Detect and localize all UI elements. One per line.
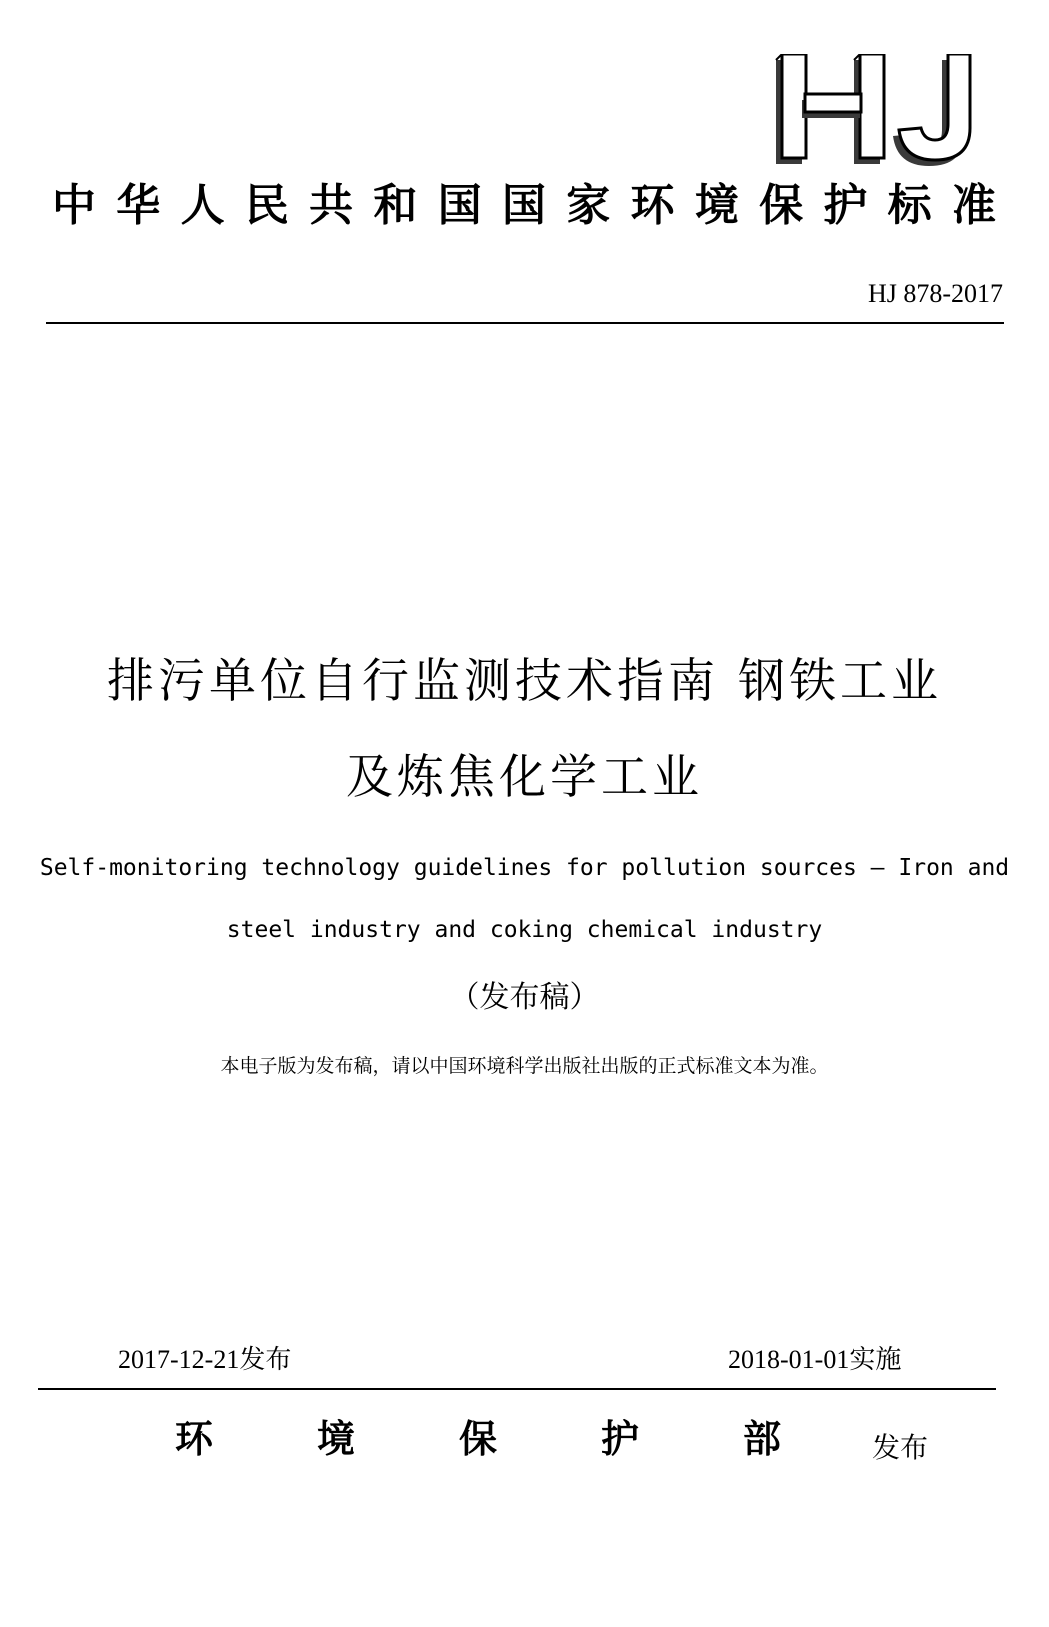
standard-title-char: 家 [566, 180, 611, 231]
standard-title [44, 174, 1004, 238]
issuer-char: 护 [600, 1417, 639, 1461]
standard-title-char: 境 [694, 180, 739, 231]
edition-note: 本电子版为发布稿，请以中国环境科学出版社出版的正式标准文本为准。 [220, 1055, 829, 1077]
standard-number: HJ 878-2017 [867, 279, 1003, 308]
header-divider [46, 322, 1004, 324]
hj-logo [772, 54, 977, 169]
issuer-char: 部 [742, 1417, 781, 1461]
issuer-char: 环 [174, 1417, 213, 1461]
issuer-suffix: 发布 [872, 1431, 929, 1464]
standard-title-char: 共 [309, 180, 354, 231]
issue-date: 2017-12-21发布 [118, 1345, 292, 1374]
standard-title-char: 保 [759, 180, 804, 231]
english-title-line-1: Self-monitoring technology guidelines for pollution sources — Iron and [39, 855, 1010, 881]
standard-title-char: 准 [951, 180, 996, 231]
chinese-title-line-1: 排污单位自行监测技术指南 钢铁工业 [107, 654, 942, 709]
logo-letter-j [893, 54, 970, 166]
standard-title-char: 护 [823, 180, 868, 231]
english-title-line-2: steel industry and coking chemical industry [226, 917, 823, 943]
standard-title-char: 环 [630, 180, 675, 231]
issuer-char: 保 [458, 1417, 497, 1461]
standard-title-char: 民 [244, 180, 289, 231]
footer-divider [38, 1388, 996, 1390]
draft-label: （发布稿） [449, 980, 600, 1015]
implementation-date: 2018-01-01实施 [728, 1345, 902, 1374]
chinese-title-line-2: 及炼焦化学工业 [346, 750, 703, 805]
standard-title-char: 国 [437, 180, 482, 231]
standard-title-char: 标 [887, 180, 932, 231]
standard-title-char: 和 [373, 180, 418, 231]
standard-title-char: 人 [180, 180, 225, 231]
standard-title-char: 中 [52, 180, 96, 231]
standard-title-char: 国 [501, 180, 546, 231]
logo-letter-h [776, 54, 884, 164]
standard-title-char: 华 [116, 180, 161, 231]
issuer-char: 境 [316, 1417, 355, 1461]
